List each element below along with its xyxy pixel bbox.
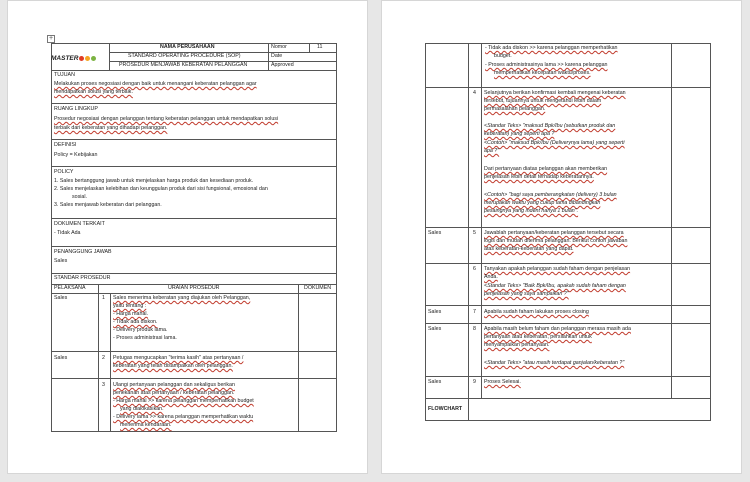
row-2-pelaksana: Sales <box>54 355 68 361</box>
row-3-text: - Harga mahal >> karena pelanggan memperhatikan budget <box>113 398 254 404</box>
row-1-text: - Harga mahal. <box>113 311 149 317</box>
row-9-text: Proses Selesai. <box>484 379 521 385</box>
policy-heading: POLICY <box>54 169 74 175</box>
row-1-text: Sales menerima keberatan yang diajukan oleh Pelanggan, <box>113 295 251 301</box>
row-4-text: penjelasan lebih detail terhadap keberatannya. <box>484 174 594 180</box>
company-logo: MASTER <box>51 55 96 62</box>
row-6-text: Tanyakan apakah pelanggan sudah faham dengan penjelasan <box>484 266 631 272</box>
row-7-text: Apabila sudah faham lakukan proses closing <box>484 309 589 315</box>
row-3-text: Ulangi pertanyaan pelanggan dan sekaligus berikan <box>113 382 235 388</box>
date-label: Date <box>271 53 283 59</box>
row-4-number: 4 <box>473 90 476 96</box>
row-8-text: menyampaikan pertanyaan. <box>484 342 550 348</box>
row-3-number: 3 <box>102 382 105 388</box>
ruang-text: terbaik dari keberatan yang dihadapi pelanggan. <box>54 125 168 131</box>
approved-label: Approved <box>271 62 294 68</box>
sp-heading: STANDAR PROSEDUR <box>54 275 111 281</box>
policy-item: 2. Sales menjelaskan kelebihan dan keunggulan produk dari sisi fungsional, emosional dan <box>54 186 268 192</box>
row-8-number: 8 <box>473 326 476 332</box>
row-4-text: pesaingnya yang indent hanya 1 bulan". <box>484 208 579 214</box>
row-8-text: Apabila masih belum faham dan pelanggan merasa masih ada <box>484 326 631 332</box>
row-2-text: Petugas mengucapkan "terima kasih" atas pertanyaan / <box>113 355 244 361</box>
col-uraian: URAIAN PROSEDUR <box>168 285 220 291</box>
row-2-text: keberatan yang telah disampaikan oleh pelanggan. <box>113 363 233 369</box>
row-4-text: permasalahan pelanggan. <box>484 106 546 112</box>
row-4-text: <Contoh> "maksud Bpk/Ibu (Deliverynya lama) yang seperti <box>484 140 625 146</box>
row-3-text: yang dialokasikan. <box>120 406 164 412</box>
row-5-number: 5 <box>473 230 476 236</box>
row-1-pelaksana: Sales <box>54 295 68 301</box>
page-2 <box>381 0 742 474</box>
row-6-number: 6 <box>473 266 476 272</box>
col-dokumen: DOKUMEN <box>304 285 332 291</box>
nomor-label: Nomor <box>271 44 287 50</box>
nomor-value: 11 <box>317 44 323 50</box>
row-4-text: <Contoh> "bagi saya pemberangkatan (delivery) 3 bulan <box>484 192 617 198</box>
procedure-title: PROSEDUR MENJAWAB KEBERATAN PELANGGAN <box>119 62 248 68</box>
row-3-text: - Delivery lama >> karena pelanggan memperhatikan waktu <box>113 414 254 420</box>
page-1 <box>7 0 368 474</box>
terkait-heading: DOKUMEN TERKAIT <box>54 221 105 227</box>
company-name: NAMA PERUSAHAAN <box>160 44 215 50</box>
row-5-text: Jawablah pertanyaan/keberatan pelanggan tersebut secara <box>484 230 624 236</box>
row-1-text: - Tidak ada diskon. <box>113 319 158 325</box>
row-2-number: 2 <box>102 355 105 361</box>
row-3-text: menerima kendaraan. <box>120 422 172 428</box>
row-1-text: - Proses administrasi lama. <box>113 335 177 341</box>
definisi-text: Policy = Kebijakan <box>54 152 98 158</box>
ruang-text: Prosedur negosiasi dengan pelanggan tentang keberatan pelanggan untuk mendapatkan solusi <box>54 116 279 122</box>
row-8-text: pertanyaan atau keberatan, persilahkan untuk <box>484 334 592 340</box>
row-3-cont-text: budget. <box>494 53 512 59</box>
row-5-pelaksana: Sales <box>428 230 442 236</box>
row-8-pelaksana: Sales <box>428 326 442 332</box>
sop-table <box>51 43 337 432</box>
definisi-heading: DEFINISI <box>54 142 77 148</box>
ruang-heading: RUANG LINGKUP <box>54 106 98 112</box>
row-1-number: 1 <box>102 295 105 301</box>
pj-heading: PENANGGUNG JAWAB <box>54 249 112 255</box>
row-8-text: <Standar Teks> "atau masih terdapat ganjalan/keberatan ?" <box>484 360 625 366</box>
row-7-number: 7 <box>473 309 476 315</box>
row-5-text: atas keberatan-keberatan yang dapat. <box>484 246 574 252</box>
policy-item: sosial. <box>72 194 88 200</box>
row-4-text: Dari pertanyaan diatas pelanggan akan memberikan <box>484 166 608 172</box>
row-3-text: penekanan atas pertanyaan / keberatan pelanggan. <box>113 390 235 396</box>
col-pelaksana: PELAKSANA <box>54 285 86 291</box>
row-4-text: merupakan waktu yang cukup lama dibandingkan <box>484 200 601 206</box>
row-1-text: - Delivery produk lama. <box>113 327 168 333</box>
row-3-cont-text: memperhatikan kecepatan waktu/proses. <box>494 70 591 76</box>
policy-item: 1. Sales bertanggung jawab untuk menjelaskan harga produk dan kesediaan produk. <box>54 178 254 184</box>
tujuan-text: Melakukan proses negosiasi dengan baik untuk menangani keberatan pelanggan agar <box>54 81 257 87</box>
row-9-pelaksana: Sales <box>428 379 442 385</box>
row-1-text: yaitu tentang : <box>113 303 147 309</box>
row-4-text: <Standar Teks> "maksud Bpk/Ibu (sebutkan produk dan <box>484 123 616 129</box>
row-7-pelaksana: Sales <box>428 309 442 315</box>
tujuan-heading: TUJUAN <box>54 72 75 78</box>
flowchart-heading: FLOWCHART <box>428 406 463 412</box>
terkait-text: - Tidak Ada <box>54 230 81 236</box>
row-4-text: tersebut, tujuannya untuk mengetahui lebih dalam <box>484 98 602 104</box>
table-move-handle-icon[interactable]: + <box>48 35 54 42</box>
row-6-text: penjelasan yang saya sampaikan ?" <box>484 291 569 297</box>
row-9-number: 9 <box>473 379 476 385</box>
pj-text: Sales <box>54 258 68 264</box>
sop-title: STANDARD OPERATING PROCEDURE (SOP) <box>128 53 241 59</box>
tujuan-text: mendapatkan solusi yang terbaik. <box>54 89 133 95</box>
row-6-text: Anda. <box>484 274 498 280</box>
row-4-text: Selanjutnya berikan konfirmasi kembali mengenai keberatan <box>484 90 626 96</box>
row-4-text: keberatan) yang seperti apa ? <box>484 131 555 137</box>
policy-item: 3. Sales menjawab keberatan dari pelanggan. <box>54 202 162 208</box>
row-6-text: <Standar Teks> "Baik Bpk/Ibu, apakah sudah faham dengan <box>484 283 626 289</box>
row-3-cont-text: - Proses administrasinya lama >> karena pelanggan <box>485 62 608 68</box>
row-3-cont-text: - Tidak ada diskon >> karena pelanggan memperhatikan <box>485 45 618 51</box>
row-4-text: apa ?" <box>484 148 500 154</box>
row-5-text: logis dan mudah diterima pelanggan. Berikut contoh jawaban <box>484 238 628 244</box>
